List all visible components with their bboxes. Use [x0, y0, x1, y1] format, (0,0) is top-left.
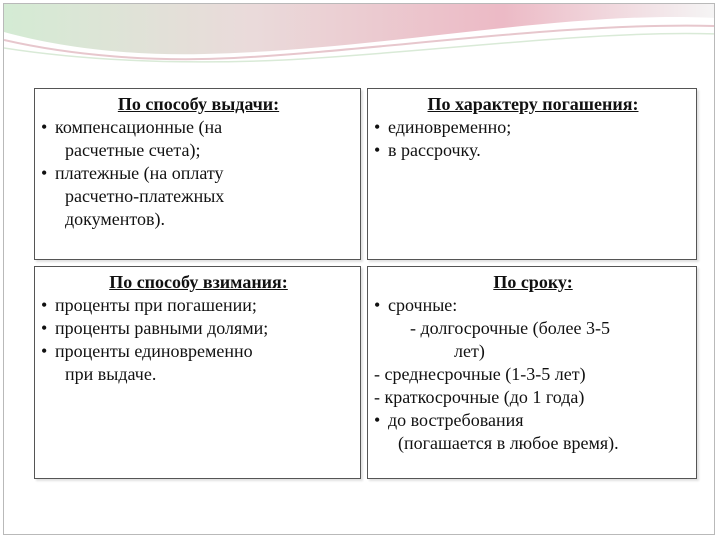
list-line: - краткосрочные (до 1 года): [374, 387, 585, 407]
card-repayment-type: [367, 88, 697, 260]
card-term-lines: [374, 294, 692, 455]
card-term: [367, 266, 697, 479]
bullet-item: • проценты равными долями;: [41, 317, 356, 340]
bullet-item: • до востребования: [374, 409, 692, 432]
list-line: расчетно-платежных: [65, 186, 225, 206]
bullet-item: • в рассрочку.: [374, 139, 692, 162]
decorative-banner: [4, 4, 715, 64]
bullet-item: • платежные (на оплату: [41, 162, 356, 185]
card-issue-title: По способу выдачи:: [117, 94, 280, 114]
list-line: - среднесрочные (1-3-5 лет): [374, 364, 586, 384]
card-issue-method: [34, 88, 361, 260]
bullet-item: • проценты при погашении;: [41, 294, 356, 317]
list-line: - долгосрочные (более 3-5: [410, 318, 610, 338]
card-interest-lines: [41, 294, 356, 386]
bullet-item: • проценты единовременно: [41, 340, 356, 363]
bullet-item: • компенсационные (на: [41, 116, 356, 139]
list-line: расчетные счета);: [65, 140, 201, 160]
card-repayment-title: По характеру погашения:: [427, 94, 639, 114]
card-issue-lines: [41, 116, 356, 231]
card-term-title: По сроку:: [493, 272, 573, 292]
bullet-item: • срочные:: [374, 294, 692, 317]
card-repayment-lines: [374, 116, 692, 162]
list-line: (погашается в любое время).: [398, 433, 619, 453]
card-interest-method: [34, 266, 361, 479]
bullet-item: • единовременно;: [374, 116, 692, 139]
slide-frame: [3, 3, 715, 535]
card-interest-title: По способу взимания:: [109, 272, 288, 292]
classification-grid: [34, 88, 701, 481]
list-line: документов).: [65, 209, 166, 229]
list-line: лет): [454, 341, 485, 361]
list-line: при выдаче.: [65, 364, 157, 384]
